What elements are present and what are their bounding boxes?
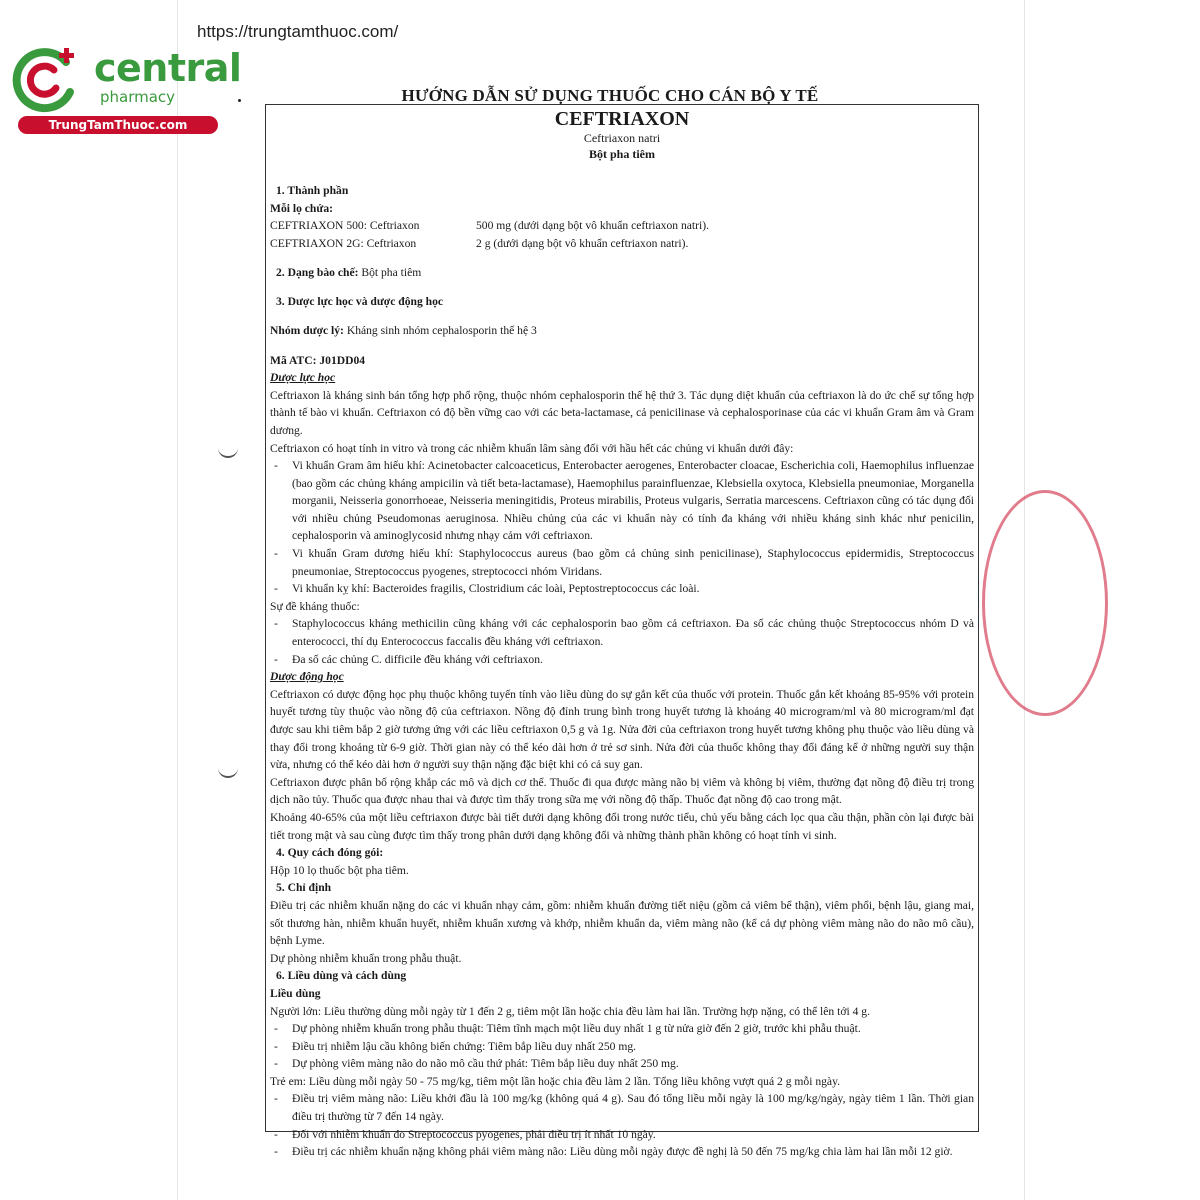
central-pharmacy-logo[interactable] [8,36,242,136]
section-2 [270,264,974,282]
source-url[interactable]: https://trungtamthuoc.com/ [197,22,399,41]
paragraph: Dự phòng nhiễm khuẩn trong phẫu thuật. [270,951,462,965]
list-item: - Đa số các chủng C. difficile đều kháng với ceftriaxon. [270,651,974,669]
logo-site-badge: TrungTamThuoc.com [18,116,218,134]
list-item: - Dự phòng viêm màng não do não mô cầu thứ phát: Tiêm bắp liều duy nhất 250 mg. [270,1055,974,1073]
composition-value: 500 mg (dưới dạng bột vô khuẩn ceftriaxon natri). [476,219,709,233]
list-item: - Vi khuẩn kỵ khí: Bacteroides fragilis, Clostridium các loài, Peptostreptococcus các loài. [270,580,974,598]
document-body [270,182,974,1161]
list-item: - Vi khuẩn Gram dương hiếu khí: Staphylococcus aureus (bao gồm cả chủng sinh penicilinase), Staphylococcus epidermidis, Streptococcus pneumoniae, Streptococcus pyogenes, streptococci nhóm Viridans. [270,545,974,580]
scan-dot [238,99,241,102]
drug-title: CEFTRIAXON [554,108,690,130]
logo-brand: central [94,46,242,90]
document-content [270,106,974,1161]
section-5-title: 5. Chỉ định [276,881,332,895]
child-dosage: Trẻ em: Liều dùng mỗi ngày 50 - 75 mg/kg, tiêm một lần hoặc chia đều làm 2 lần. Tổng liều không vượt quá 2 g mỗi ngày. [270,1074,841,1088]
composition-value: 2 g (dưới dạng bột vô khuẩn ceftriaxon natri). [476,236,689,250]
composition-name: CEFTRIAXON 500: Ceftriaxon [270,219,420,233]
list-item: - Điều trị nhiễm lậu cầu không biến chứng: Tiêm bắp liều duy nhất 250 mg. [270,1038,974,1056]
paragraph: Ceftriaxon có dược động học phụ thuộc không tuyến tính vào liều dùng do sự gắn kết của thuốc với protein. Thuốc gắn kết khoảng 85-95% với protein huyết tương tùy thuộc vào nồng độ của ceftriaxon. Nồng độ đỉnh trung bình trong huyết tương là khoảng 40 microgram/ml và 80 microgram/ml đạt được sau khi tiêm bắp 2 giờ tương ứng với các liều ceftriaxon 0,5 g và 1g. Nửa đời của ceftriaxon trong huyết tương không phụ thuộc vào liều dùng và thay đổi trong khoảng từ 6-9 giờ. Thời gian này có thể kéo dài hơn ở trẻ sơ sinh. Nửa đời của thuốc không thay đổi đáng kể ở những người suy thận vừa, nhưng có thể kéo dài hơn ở người suy thận nặng đặc biệt khi có cả suy gan. [270,687,974,772]
group-value: Kháng sinh nhóm cephalosporin thế hệ 3 [343,324,537,338]
list-item: - Đối với nhiễm khuẩn do Streptococcus pyogenes, phải điều trị ít nhất 10 ngày. [270,1126,974,1144]
section-3-title: 3. Dược lực học và dược động học [276,295,444,309]
red-stamp-seal [982,490,1108,716]
composition-row [270,217,974,235]
section-1-title: 1. Thành phần [276,184,349,197]
paragraph: Điều trị các nhiễm khuẩn nặng do các vi khuẩn nhạy cảm, gồm: nhiễm khuẩn đường tiết niệu (gồm cả viêm bể thận), viêm phổi, bệnh lậu, giang mai, sốt thương hàn, nhiễm khuẩn huyết, nhiễm khuẩn xương và khớp, nhiễm khuẩn da, viêm màng não (kể cả dự phòng viêm màng não do não mô cầu), bệnh Lyme. [270,898,974,948]
drug-subtitle: Ceftriaxon natri [583,131,661,145]
document-heading: HƯỚNG DẪN SỬ DỤNG THUỐC CHO CÁN BỘ Y TẾ [401,86,819,105]
list-item: - Staphylococcus kháng methicilin cũng kháng với các cephalosporin bao gồm cả ceftriaxon. Đa số các chủng thuộc Streptococcus nhóm D và enterococci, thí dụ Enterococcus faccalis đều kháng với ceftriaxon. [270,615,974,650]
pharmacologic-group [270,322,974,340]
section-2-value: Bột pha tiêm [358,265,422,279]
adult-dosage: Người lớn: Liều thường dùng mỗi ngày từ 1 đến 2 g, tiêm một lần hoặc chia đều làm hai lần. Trường hợp nặng, có thể lên tới 4 g. [270,1004,870,1018]
list-item: - Dự phòng nhiễm khuẩn trong phẫu thuật: Tiêm tĩnh mạch một liều duy nhất 1 g từ nửa giờ đến 2 giờ, trước khi phẫu thuật. [270,1020,974,1038]
paragraph: Ceftriaxon được phân bố rộng khắp các mô và dịch cơ thể. Thuốc đi qua được màng não bị viêm và không bị viêm, thường đạt nồng độ điều trị trong dịch não tủy. Thuốc qua được nhau thai và được tìm thấy trong sữa mẹ với nồng độ thấp. Thuốc đạt nồng độ cao trong mật. [270,775,974,807]
paragraph: Khoảng 40-65% của một liều ceftriaxon được bài tiết dưới dạng không đổi trong nước tiểu, chủ yếu bằng cách lọc qua cầu thận, phần còn lại được bài tiết trong mật và sau cùng được tìm thấy trong phân dưới dạng không đổi và những thành phần không có hoạt tính vi sinh. [270,810,974,842]
paragraph: Ceftriaxon có hoạt tính in vitro và trong các nhiễm khuẩn lâm sàng đối với hầu hết các chủng vi khuẩn dưới đây: [270,441,794,455]
dosage-subheading: Liều dùng [270,986,321,1000]
paragraph: Ceftriaxon là kháng sinh bán tổng hợp phổ rộng, thuộc nhóm cephalosporin thế hệ thứ 3. Tác dụng diệt khuẩn của ceftriaxon là do ức chế sự tổng hợp thành tế bào vi khuẩn. Ceftriaxon có độ bền vững cao với các beta-lactamase, cả penicilinase và cephalosporinase của các vi khuẩn Gram âm và Gram dương. [270,388,974,437]
logo-subtitle: pharmacy [100,88,176,106]
list-item: - Vi khuẩn Gram âm hiếu khí: Acinetobacter calcoaceticus, Enterobacter aerogenes, Enterobacter cloacae, Escherichia coli, Haemophilus influenzae (bao gồm các chủng kháng ampicilin và tiết beta-lactamase), Haemophilus parainfluenzae, Klebsiella oxytoca, Klebsiella pneumoniae, Morganella morganii, Neisseria gonorrhoeae, Neisseria meningitidis, Proteus mirabilis, Proteus vulgaris, Serratia marcescens. Ceftriaxon cũng có tác dụng đối với nhiều chủng Pseudomonas aeruginosa. Nhiều chủng của các vi khuẩn này có tính đa kháng với nhiều kháng sinh khác như penicilin, cephalosporin và aminoglycosid nhưng nhạy cảm với ceftriaxon. [270,457,974,545]
list-item: - Điều trị các nhiễm khuẩn nặng không phải viêm màng não: Liều dùng mỗi ngày được đề nghị là 50 đến 75 mg/kg chia làm hai lần mỗi 12 giờ. [270,1143,974,1161]
section-2-label: 2. Dạng bào chế: [276,265,359,279]
section-4-title: 4. Quy cách đóng gói: [276,846,384,860]
logo-mark-icon [8,40,88,120]
composition-name: CEFTRIAXON 2G: Ceftriaxon [270,236,417,250]
resistance-label: Sự đề kháng thuốc: [270,599,360,613]
atc-code: Mã ATC: J01DD04 [270,353,366,367]
drug-form: Bột pha tiêm [589,147,655,161]
group-label: Nhóm dược lý: [270,324,344,338]
composition-row [270,235,974,253]
pharmacodynamics-heading: Dược lực học [270,371,336,385]
each-vial-label: Mỗi lọ chứa: [270,201,333,215]
list-item: - Điều trị viêm màng não: Liều khởi đầu là 100 mg/kg (không quá 4 g). Sau đó tổng liều mỗi ngày là 100 mg/kg/ngày, ngày tiêm 1 lần. Thời gian điều trị thường từ 7 đến 14 ngày. [270,1090,974,1125]
pharmacokinetics-heading: Dược động học [270,670,344,684]
packaging-value: Hộp 10 lọ thuốc bột pha tiêm. [270,863,409,877]
section-6-title: 6. Liều dùng và cách dùng [276,969,407,983]
